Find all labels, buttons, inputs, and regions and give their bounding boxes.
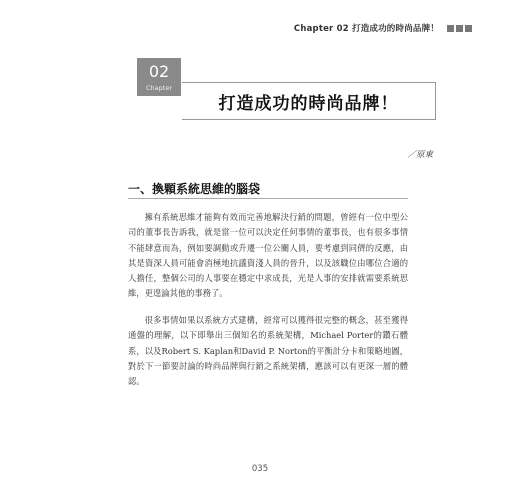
section-divider xyxy=(128,198,408,199)
decor-square xyxy=(456,25,463,32)
chapter-title: 打造成功的時尚品牌！ xyxy=(218,93,399,114)
author: ／原東 xyxy=(407,150,433,160)
section-heading: 一、換顆系統思維的腦袋 xyxy=(128,182,261,196)
chapter-title-frame xyxy=(182,82,436,120)
chapter-badge xyxy=(137,58,181,96)
decor-square xyxy=(447,25,454,32)
decor-square xyxy=(465,25,472,32)
chapter-number: 02 xyxy=(148,62,170,81)
running-header xyxy=(294,22,472,34)
body-paragraph: 擁有系統思維才能夠有效而完善地解決行銷的問題，曾經有一位中型公司的董事長告訴我，就是當一位可以決定任何事情的董事長，也有很多事情不能肆意而為，例如要調動或升遷一位公關人員，要考慮到同儕的反應，由其是資深人員可能會消極地抗議資淺人員的晉升，以及該職位由哪位合適的人擔任，整個公司的人事要在穩定中求成長，光是人事的安排就需要系統思維，更遑論其他的事務了。 xyxy=(128,212,408,299)
chapter-label: Chapter xyxy=(146,84,172,92)
header-decoration xyxy=(445,25,472,32)
page-number: 035 xyxy=(251,464,269,474)
body-paragraph: 很多事情如果以系統方式建構，經常可以獲得很完整的概念，甚至獲得通盤的理解，以下即舉出三個知名的系統架構，Michael Porter的鑽石體系，以及Robert S. Kaplan和David P. Norton的平衡計分卡和策略地圖，對於下一節要討論的時尚品牌與行銷之系統架構，應該可以有更深一層的體認。 xyxy=(128,315,408,387)
running-header-title: Chapter 02 打造成功的時尚品牌！ xyxy=(293,24,439,34)
